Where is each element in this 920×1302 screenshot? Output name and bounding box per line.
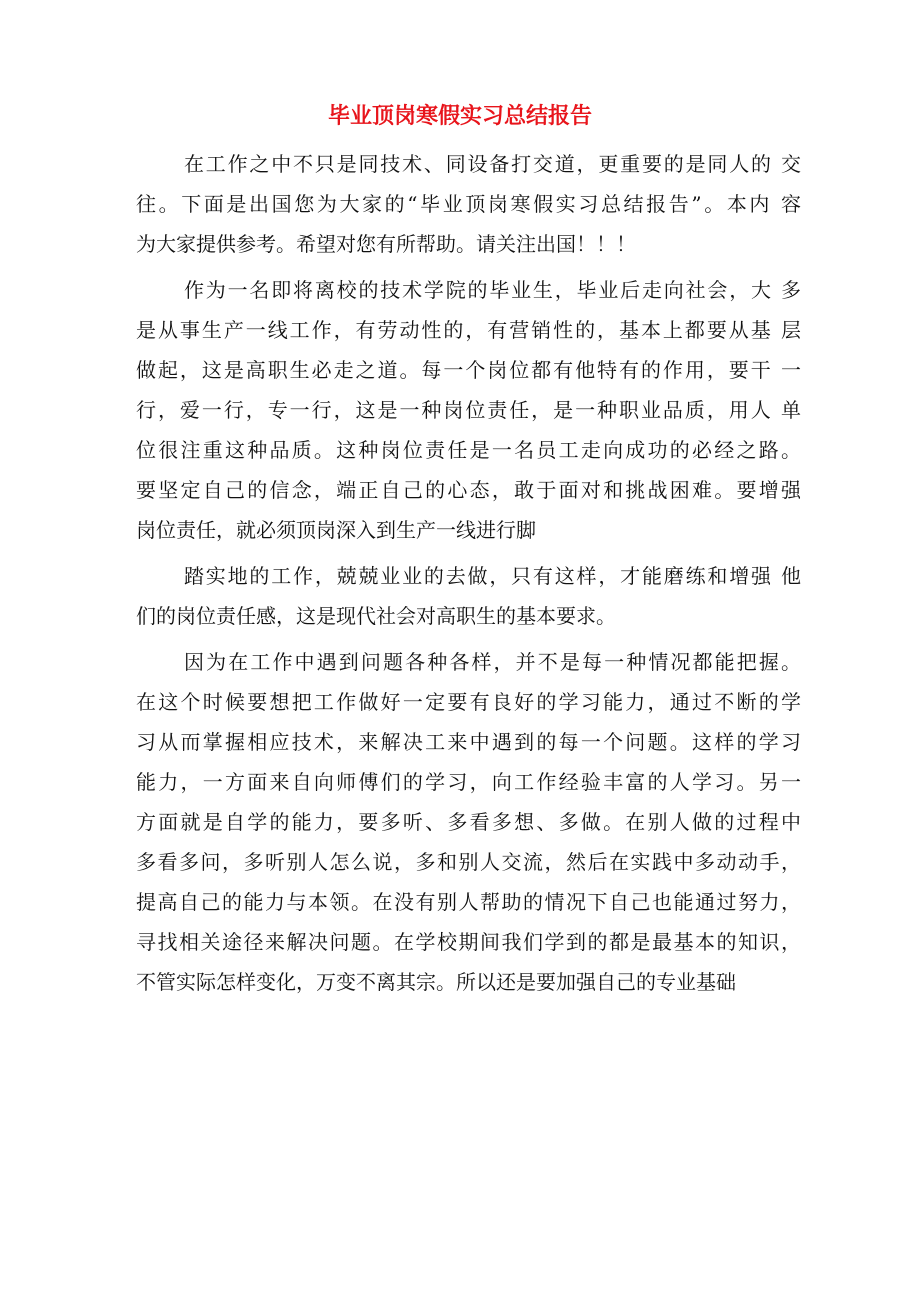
document-title: 毕业顶岗寒假实习总结报告 [327,103,592,129]
paragraph-line: 位很注重这种品质。这种岗位责任是一名员工走向成功的必经之路。 [136,438,801,462]
paragraph [136,144,801,264]
paragraph-line: 们的岗位责任感，这是现代社会对高职生的基本要求。 [136,604,616,628]
paragraph-line: 不管实际怎样变化，万变不离其宗。所以还是要加强自己的专业基础 [136,970,736,994]
paragraph-line: 岗位责任，就必须顶岗深入到生产一线进行脚 [136,518,536,542]
paragraph-line: 习从而掌握相应技术，来解决工来中遇到的每一个问题。这样的学习 [136,730,801,754]
paragraph-line: 寻找相关途径来解决问题。在学校期间我们学到的都是最基本的知识， [136,930,801,954]
paragraph-line: 提高自己的能力与本领。在没有别人帮助的情况下自己也能通过努力， [136,890,801,914]
document-body [136,144,801,1008]
paragraph-line: 多看多问，多听别人怎么说，多和别人交流，然后在实践中多动动手， [136,850,801,874]
paragraph-line: 能力，一方面来自向师傅们的学习，向工作经验丰富的人学习。另一 [136,770,801,794]
paragraph-line: 为大家提供参考。希望对您有所帮助。请关注出国！！！ [136,232,636,256]
paragraph [136,642,801,1002]
paragraph-line: 行，爱一行，专一行，这是一种岗位责任，是一种职业品质，用人 单 [136,398,801,422]
paragraph-line: 往。下面是出国您为大家的“毕业顶岗寒假实习总结报告”。本内 容 [136,192,801,216]
paragraph [136,556,801,636]
paragraph-line: 踏实地的工作，兢兢业业的去做，只有这样，才能磨练和增强 他 [184,564,801,588]
paragraph [136,270,801,550]
paragraph-line: 是从事生产一线工作，有劳动性的，有营销性的，基本上都要从基 层 [136,318,801,342]
paragraph-line: 在工作之中不只是同技术、同设备打交道，更重要的是同人的 交 [184,152,801,176]
paragraph-line: 作为一名即将离校的技术学院的毕业生，毕业后走向社会，大 多 [184,278,801,302]
paragraph-line: 在这个时候要想把工作做好一定要有良好的学习能力，通过不断的学 [136,690,801,714]
paragraph-line: 做起，这是高职生必走之道。每一个岗位都有他特有的作用，要干 一 [136,358,801,382]
paragraph-line: 因为在工作中遇到问题各种各样，并不是每一种情况都能把握。 [184,650,801,674]
paragraph-line: 要坚定自己的信念，端正自己的心态，敢于面对和挑战困难。要增强 [136,478,801,502]
paragraph-line: 方面就是自学的能力，要多听、多看多想、多做。在别人做的过程中 [136,810,801,834]
